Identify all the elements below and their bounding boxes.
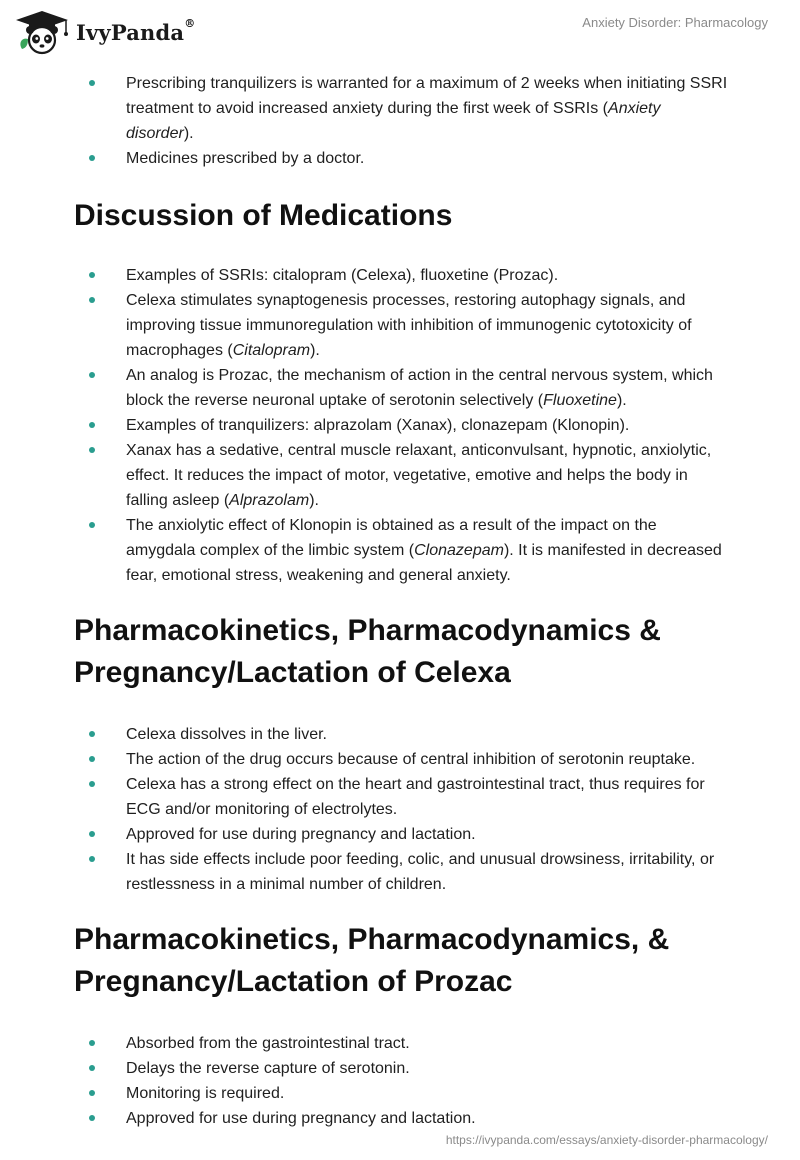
list-item — [0, 747, 800, 772]
section-heading: Discussion of Medications — [74, 199, 453, 232]
bullet-dot-icon — [89, 422, 95, 428]
list-item — [0, 146, 800, 171]
item-text: Absorbed from the gastrointestinal tract. — [126, 1035, 410, 1052]
item-text-end: ). — [310, 342, 320, 359]
list-item — [0, 722, 800, 747]
item-text: Medicines prescribed by a doctor. — [126, 150, 365, 167]
item-citation: Citalopram — [232, 342, 311, 359]
item-text-end: ). — [616, 392, 627, 409]
item-text: Celexa has a strong effect on the heart and gastrointestinal tract, thus requires for ECG and/or monitoring of electrolytes. — [126, 776, 705, 818]
article-body — [0, 71, 800, 1131]
section-heading: Pharmacokinetics, Pharmacodynamics, & Pregnancy/Lactation of Prozac — [74, 923, 670, 998]
list-item — [0, 413, 800, 438]
list-item — [0, 513, 800, 588]
item-text: Examples of tranquilizers: alprazolam (Xanax), clonazepam (Klonopin). — [126, 417, 630, 434]
bullet-list — [0, 1031, 800, 1131]
bullet-list — [0, 71, 800, 171]
list-item — [0, 363, 800, 413]
list-item — [0, 772, 800, 822]
item-text: It has side effects include poor feeding, colic, and unusual drowsiness, irritability, or restlessness in a minimal number of children. — [126, 851, 715, 893]
list-item — [0, 288, 800, 363]
item-text: Approved for use during pregnancy and lactation. — [126, 826, 476, 843]
bullet-dot-icon — [89, 856, 95, 862]
bullet-dot-icon — [89, 1065, 95, 1071]
item-text: An analog is Prozac, the mechanism of action in the central nervous system, which block the reverse neuronal uptake of serotonin selectively ( — [126, 367, 713, 409]
item-text-end: ). — [309, 492, 319, 509]
item-citation: Alprazolam — [229, 492, 310, 509]
bullet-dot-icon — [89, 1115, 95, 1121]
bullet-dot-icon — [89, 372, 95, 378]
ivypanda-logo[interactable] — [14, 9, 195, 55]
bullet-dot-icon — [89, 1090, 95, 1096]
item-text: The action of the drug occurs because of central inhibition of serotonin reuptake. — [126, 751, 696, 768]
bullet-dot-icon — [89, 522, 95, 528]
list-item — [0, 71, 800, 146]
item-text: Prescribing tranquilizers is warranted for a maximum of 2 weeks when initiating SSRI treatment to avoid increased anxiety during the first week of SSRIs ( — [126, 75, 728, 117]
bullet-dot-icon — [89, 756, 95, 762]
item-text: The anxiolytic effect of Klonopin is obtained as a result of the impact on the amygdala complex of the limbic system ( — [126, 517, 657, 559]
list-item — [0, 1081, 800, 1106]
bullet-dot-icon — [89, 272, 95, 278]
list-item — [0, 263, 800, 288]
list-item — [0, 1031, 800, 1056]
item-text-end: ). It is manifested in decreased fear, emotional stress, weakening and general anxiety. — [126, 542, 722, 584]
item-text: Celexa stimulates synaptogenesis processes, restoring autophagy signals, and improving tissue immunoregulation with inhibition of immunogenic cytotoxicity of macrophages ( — [126, 292, 692, 359]
bullet-dot-icon — [89, 831, 95, 837]
bullet-dot-icon — [89, 297, 95, 303]
item-text: Delays the reverse capture of serotonin. — [126, 1060, 410, 1077]
bullet-dot-icon — [89, 155, 95, 161]
item-citation: Anxiety disorder — [126, 100, 661, 142]
item-text: Xanax has a sedative, central muscle relaxant, anticonvulsant, hypnotic, anxiolytic, effect. It reduces the impact of motor, vegetative, emotive and helps the body in falling asleep ( — [126, 442, 712, 509]
item-text: Monitoring is required. — [126, 1085, 285, 1102]
panda-graduate-icon — [14, 9, 70, 55]
bullet-list — [0, 263, 800, 588]
bullet-list — [0, 722, 800, 897]
footer-url[interactable]: https://ivypanda.com/essays/anxiety-disorder-pharmacology/ — [445, 1133, 768, 1147]
bullet-dot-icon — [89, 1040, 95, 1046]
list-item — [0, 822, 800, 847]
item-text: Celexa dissolves in the liver. — [126, 726, 327, 743]
list-item — [0, 847, 800, 897]
item-citation: Clonazepam — [414, 542, 504, 559]
bullet-dot-icon — [89, 80, 95, 86]
bullet-dot-icon — [89, 781, 95, 787]
list-item — [0, 1056, 800, 1081]
bullet-dot-icon — [89, 731, 95, 737]
item-text: Examples of SSRIs: citalopram (Celexa), fluoxetine (Prozac). — [126, 267, 559, 284]
page-header — [0, 0, 800, 62]
section-heading: Pharmacokinetics, Pharmacodynamics & Pregnancy/Lactation of Celexa — [74, 614, 661, 689]
list-item — [0, 438, 800, 513]
logo-text: IvyPanda® — [76, 16, 196, 45]
bullet-dot-icon — [89, 447, 95, 453]
document-title: Anxiety Disorder: Pharmacology — [582, 15, 768, 30]
item-text: Approved for use during pregnancy and lactation. — [126, 1110, 476, 1127]
list-item — [0, 1106, 800, 1131]
item-citation: Fluoxetine — [543, 392, 617, 409]
item-text-end: ). — [183, 125, 194, 142]
